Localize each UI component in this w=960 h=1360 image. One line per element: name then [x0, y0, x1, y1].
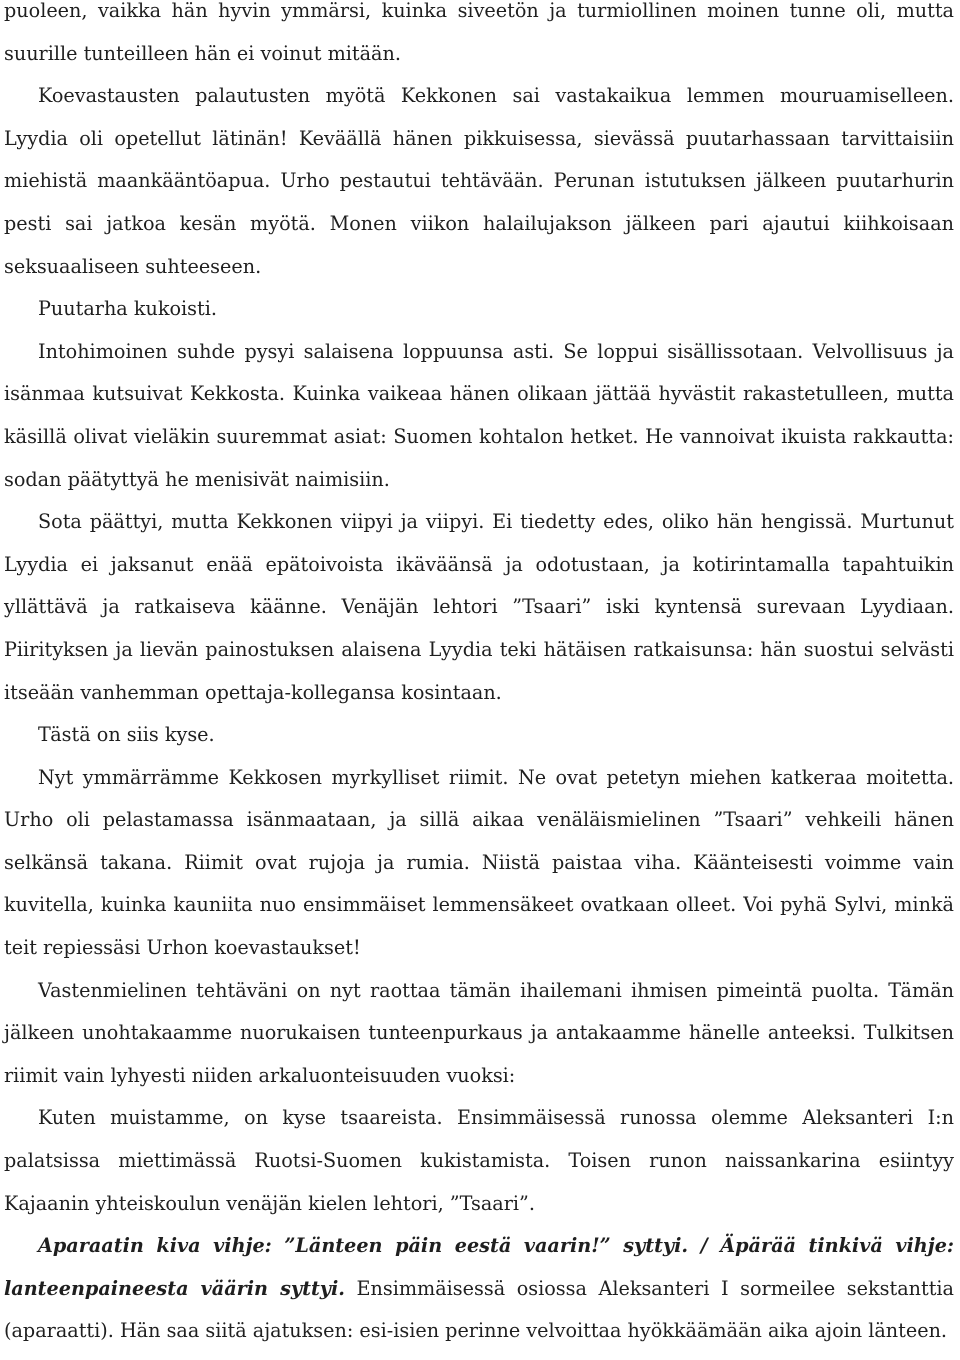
paragraph-text: Puutarha kukoisti.	[38, 297, 217, 321]
paragraph-text: Sota päättyi, mutta Kekkonen viipyi ja viipyi. Ei tiedetty edes, oliko hän hengissä. Murtunut Lyydia ei jaksanut enää epätoivoista ikäväänsä ja odotustaan, ja kotirintamalla tapahtuikin yllättävä ja ratkaiseva käänne. Venäjän lehtori ”Tsaari” iski kyntensä surevaan Lyydiaan. Piirityksen ja lievän painostuksen alaisena Lyydia teki hätäisen ratkaisunsa: hän suostui selvästi itseään vanhemman opettaja-kollegansa kosintaan.	[4, 510, 954, 704]
paragraph	[4, 1225, 954, 1353]
paragraph-text: Kuten muistamme, on kyse tsaareista. Ensimmäisessä runossa olemme Aleksanteri I:n palatsissa miettimässä Ruotsi-Suomen kukistamista. Toisen runon naissankarina esiintyy Kajaanin yhteiskoulun venäjän kielen lehtori, ”Tsaari”.	[4, 1106, 954, 1215]
paragraph	[4, 0, 954, 75]
paragraph	[4, 331, 954, 501]
paragraph	[4, 288, 954, 331]
paragraph-text: puoleen, vaikka hän hyvin ymmärsi, kuinka siveetön ja turmiollinen moinen tunne oli, mutta suurille tunteilleen hän ei voinut mitään.	[4, 0, 954, 65]
paragraph	[4, 75, 954, 288]
paragraph-text: Vastenmielinen tehtäväni on nyt raottaa tämän ihailemani ihmisen pimeintä puolta. Tämän jälkeen unohtakaamme nuorukaisen tunteenpurkaus ja antakaamme hänelle anteeksi. Tulkitsen riimit vain lyhyesti niiden arkaluonteisuuden vuoksi:	[4, 978, 954, 1087]
emphasized-text: Aparaatin kiva vihje: ”Länteen päin eestä vaarin!” syttyi. / Äpärää tinkivä vihje: lanteenpaineesta väärin syttyi.	[4, 1234, 954, 1300]
paragraph	[4, 970, 954, 1098]
paragraph-text: Koevastausten palautusten myötä Kekkonen sai vastakaikua lemmen mouruamiselleen. Lyydia oli opetellut lätinän! Keväällä hänen pikkuisessa, sievässä puutarhassaan tarvittaisiin miehistä maankääntöapua. Urho pestautui tehtävään. Perunan istutuksen jälkeen puutarhurin pesti sai jatkoa kesän myötä. Monen viikon halailujakson jälkeen pari ajautui kiihkoisaan seksuaaliseen suhteeseen.	[4, 84, 954, 278]
paragraph	[4, 501, 954, 714]
paragraph-text: Tästä on siis kyse.	[38, 723, 215, 747]
paragraph-text: Ensimmäisessä osiossa Aleksanteri I sormeilee sekstanttia (aparaatti). Hän saa siitä ajatuksen: esi-isien perinne velvoittaa hyökkäämään aika ajoin länteen.	[4, 1276, 954, 1343]
paragraph	[4, 1097, 954, 1225]
paragraph	[4, 714, 954, 757]
paragraph-text: Intohimoinen suhde pysyi salaisena loppuunsa asti. Se loppui sisällissotaan. Velvollisuus ja isänmaa kutsuivat Kekkosta. Kuinka vaikeaa hänen olikaan jättää hyvästit rakastetulleen, mutta käsillä olivat vieläkin suuremmat asiat: Suomen kohtalon hetket. He vannoivat ikuista rakkautta: sodan päätyttyä he menisivät naimisiin.	[4, 339, 954, 491]
paragraph	[4, 757, 954, 970]
paragraph-text: Nyt ymmärrämme Kekkosen myrkylliset riimit. Ne ovat petetyn miehen katkeraa moitetta. Urho oli pelastamassa isänmaataan, ja sillä aikaa venäläismielinen ”Tsaari” vehkeili hänen selkänsä takana. Riimit ovat rujoja ja rumia. Niistä paistaa viha. Käänteisesti voimme vain kuvitella, kuinka kauniita nuo ensimmäiset lemmensäkeet ovatkaan olleet. Voi pyhä Sylvi, minkä teit repiessäsi Urhon koevastaukset!	[4, 765, 954, 960]
